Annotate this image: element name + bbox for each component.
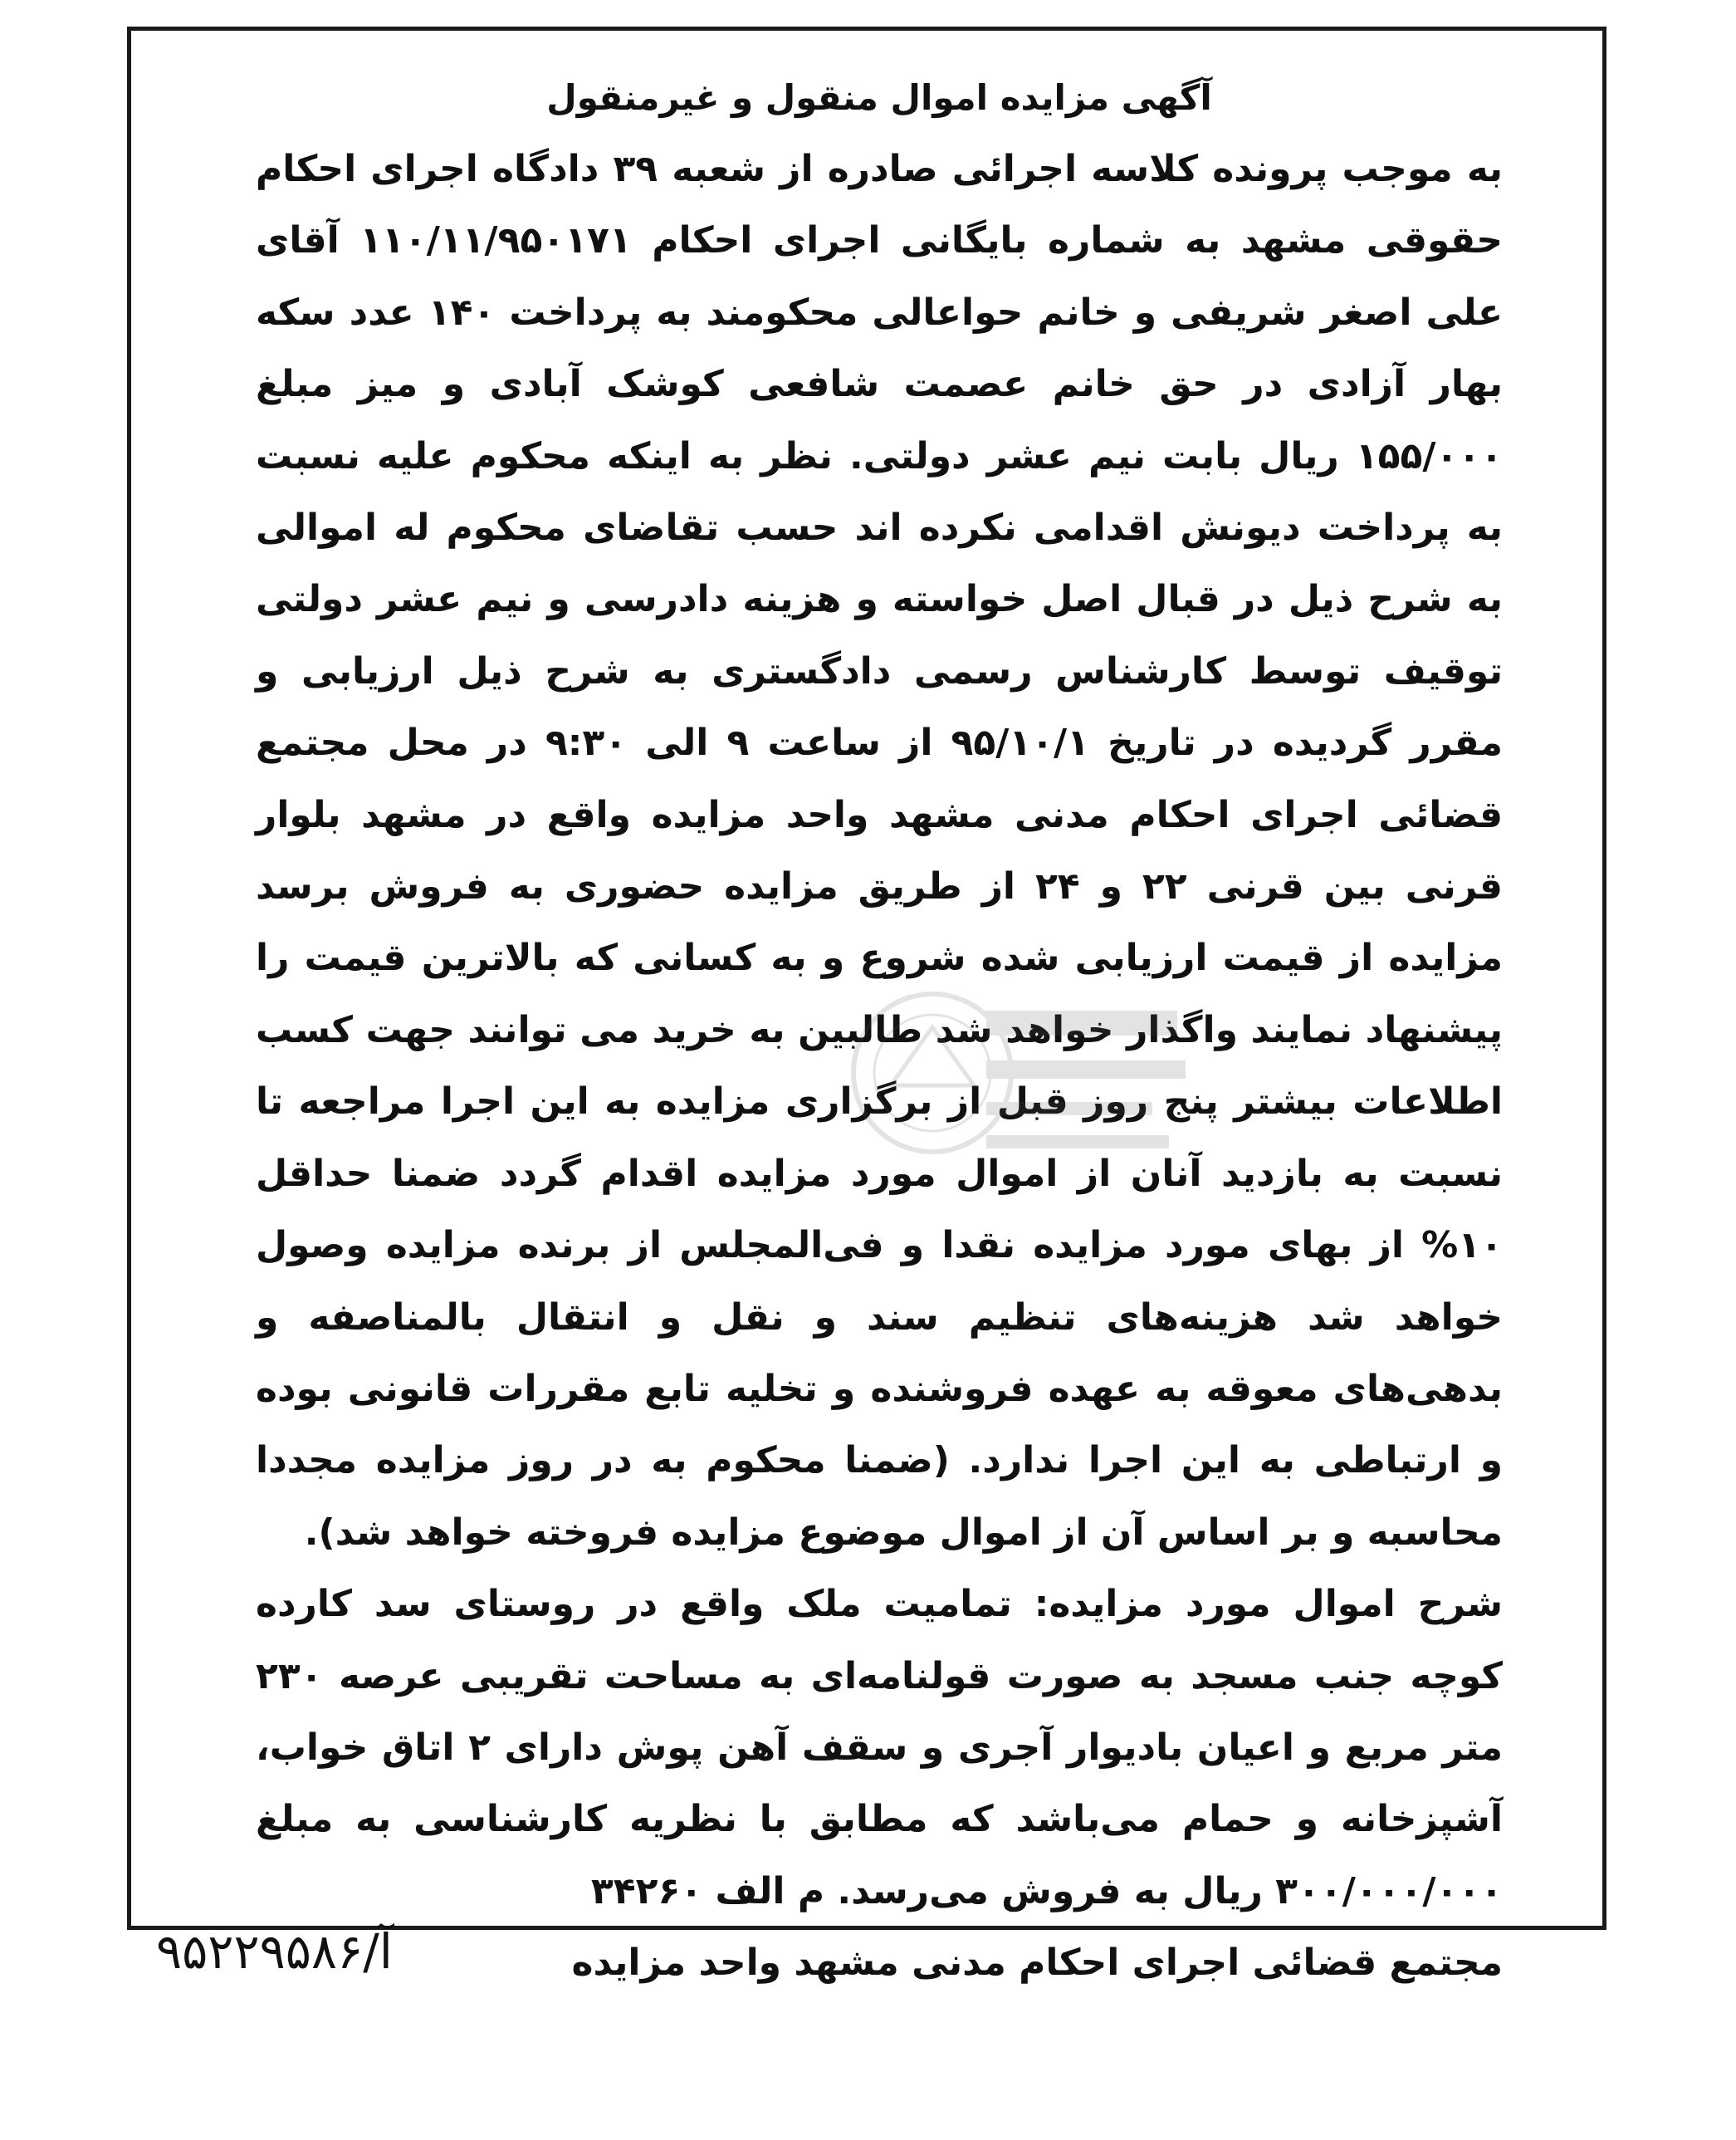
notice-paragraph-main: به موجب پرونده کلاسه اجرائی صادره از شعبه ۳۹ دادگاه اجرای احکام حقوقی مشهد به شماره بایگانی اجرای احکام ۱۱۰/۱۱/۹۵۰۱۷۱ آقای علی اصغر شریفی و خانم حواعالی محکومند به پرداخت ۱۴۰ عدد سکه بهار آزادی در حق خانم عصمت شافعی کوشک آبادی و میز مبلغ ۱۵۵/۰۰۰ ریال بابت نیم عشر دولتی. نظر به اینکه محکوم علیه نسبت به پرداخت دیونش اقدامی نکرده اند حسب تقاضای محکوم له اموالی به شرح ذیل در قبال اصل خواسته و هزینه دادرسی و نیم عشر دولتی توقیف توسط کارشناس رسمی دادگستری به شرح ذیل ارزیابی و مقرر گردیده در تاریخ ۹۵/۱۰/۱ از ساعت ۹ الی ۹:۳۰ در محل مجتمع قضائی اجرای احکام مدنی مشهد واحد مزایده واقع در مشهد بلوار قرنی بین قرنی ۲۲ و ۲۴ از طریق مزایده حضوری به فروش برسد مزایده از قیمت ارزیابی شده شروع و به کسانی که بالاترین قیمت را پیشنهاد نمایند واگذار خواهد شد طالبین به خرید می توانند جهت کسب اطلاعات بیشتر پنج روز قبل از برگزاری مزایده به این اجرا مراجعه تا نسبت به بازدید آنان از اموال مورد مزایده اقدام گردد ضمنا حداقل ۱۰% از بهای مورد مزایده نقدا و فی‌المجلس از برنده مزایده وصول خواهد شد هزینه‌های تنظیم سند و نقل و انتقال بالمناصفه و بدهی‌های معوقه به عهده فروشنده و تخلیه تابع مقررات قانونی بوده و ارتباطی به این اجرا ندارد. (ضمنا محکوم به در روز مزایده مجددا محاسبه و بر اساس آن از اموال موضوع مزایده فروخته خواهد شد).	[256, 148, 1503, 1554]
notice-paragraph-property: شرح اموال مورد مزایده: تمامیت ملک واقع در روستای سد کارده کوچه جنب مسجد به صورت قولنامه‌ای به مساحت تقریبی عرصه ۲۳۰ متر مربع و اعیان بادیوار آجری و سقف آهن پوش دارای ۲ اتاق خواب، آشپزخانه و حمام می‌باشد که مطابق با نظریه کارشناسی به مبلغ ۳۰۰/۰۰۰/۰۰۰ ریال به فروش می‌رسد. م الف ۳۴۲۶۰	[256, 1583, 1503, 1912]
issuing-unit: مجتمع قضائی اجرای احکام مدنی مشهد واحد مزایده	[571, 1942, 1503, 1985]
notice-frame	[127, 27, 1606, 1985]
notice-title: آگهی مزایده اموال منقول و غیرمنقول	[546, 77, 1212, 118]
notice-footer	[156, 1923, 1503, 1999]
reference-number: آ/۹۵۲۲۹۵۸۶	[156, 1923, 393, 1981]
seal-watermark-icon	[841, 936, 1198, 1210]
